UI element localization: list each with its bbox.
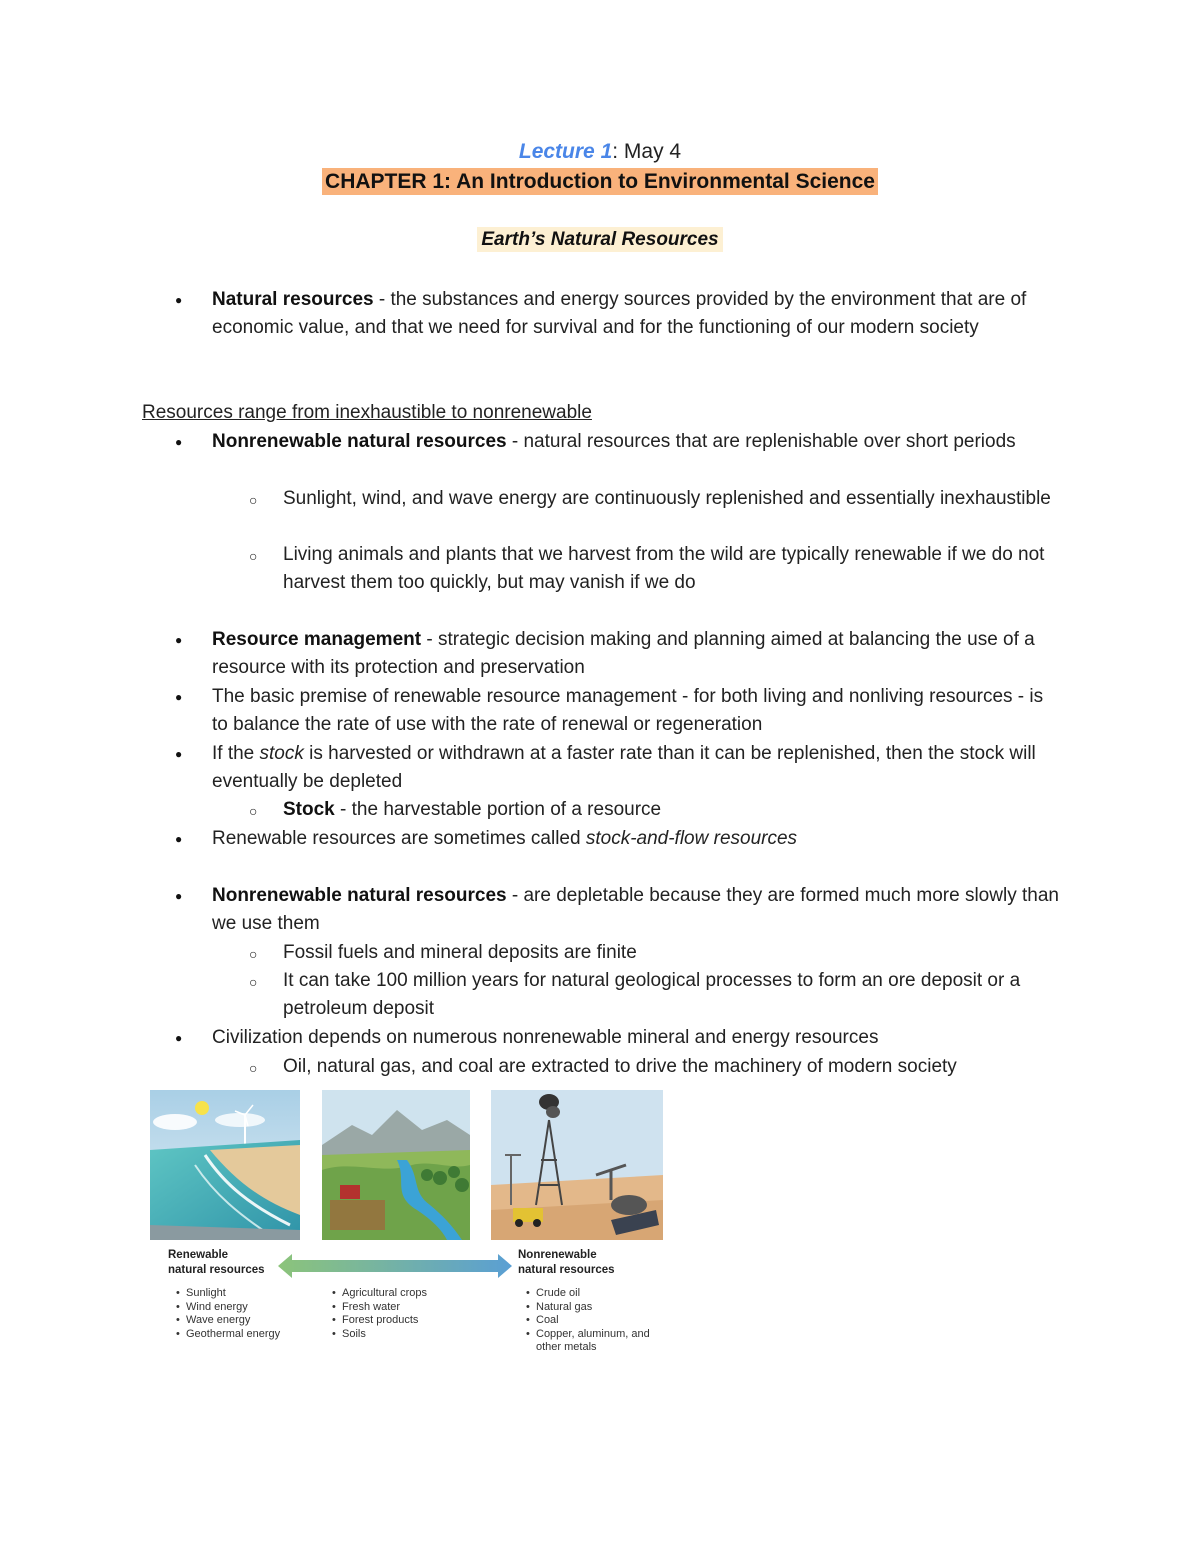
sub-bullet-stock xyxy=(283,796,1063,824)
section-title: Earth’s Natural Resources xyxy=(477,227,722,252)
sub-bullet-living-animals: ○ Living animals and plants that we harvest from the wild are typically renewable if we do not harvest them too quickly, but may vanish if we do xyxy=(283,541,1063,598)
term-stock: Stock xyxy=(283,799,335,820)
bullet-natural-resources xyxy=(212,286,1062,343)
list-item: • Agricultural crops xyxy=(330,1287,427,1301)
list-item: • Copper, aluminum, and xyxy=(524,1328,650,1342)
section-heading-line xyxy=(0,229,1200,251)
term-stock-and-flow: stock-and-flow resources xyxy=(585,828,798,849)
nonrenewable-heading-line1: Nonrenewable xyxy=(518,1249,597,1261)
list-item: • Sunlight xyxy=(174,1287,280,1301)
term-nonrenewable-1: Nonrenewable natural resources xyxy=(212,431,507,452)
list-item: • Soils xyxy=(330,1328,427,1342)
oil-mining-illustration xyxy=(491,1090,663,1240)
range-heading: Resources range from inexhaustible to nonrenewable xyxy=(142,402,592,423)
term-resource-management: Resource management xyxy=(212,629,422,650)
nonrenewable-heading xyxy=(518,1248,615,1278)
list-item: • Fresh water xyxy=(330,1301,427,1315)
definition-natural-resources: - the substances and energy sources provided by the environment that are of economic value, and that we need for survival and for the functioning of our modern society xyxy=(212,289,1027,339)
stock-pre: If the xyxy=(212,743,260,764)
bullet-resource-management xyxy=(212,626,1062,683)
nonrenewable-heading-line2: natural resources xyxy=(518,1264,615,1276)
definition-resource-management: - strategic decision making and planning aimed at balancing the use of a resource with its protection and preservation xyxy=(212,629,1035,679)
sub-bullet-sunlight: ○ Sunlight, wind, and wave energy are continuously replenished and essentially inexhaustible xyxy=(283,485,1063,513)
renewable-energy-list xyxy=(174,1287,280,1341)
farmland-illustration xyxy=(322,1090,470,1240)
chapter-title: CHAPTER 1: An Introduction to Environmental Science xyxy=(322,168,878,195)
bullet-nonrenewable-2 xyxy=(212,882,1062,939)
renewable-living-list xyxy=(330,1287,427,1341)
renewable-heading xyxy=(168,1248,265,1278)
chapter-title-line xyxy=(0,170,1200,194)
list-item: • Wave energy xyxy=(174,1314,280,1328)
bullet-stock-and-flow xyxy=(212,825,1062,853)
renewable-heading-line1: Renewable xyxy=(168,1249,229,1261)
double-arrow-icon xyxy=(278,1253,512,1279)
list-item: • Forest products xyxy=(330,1314,427,1328)
sub-bullet-fossil-fuels: ○ Fossil fuels and mineral deposits are finite xyxy=(283,939,1063,967)
renewable-heading-line2: natural resources xyxy=(168,1264,265,1276)
definition-stock: - the harvestable portion of a resource xyxy=(334,799,662,820)
term-nonrenewable-2: Nonrenewable natural resources xyxy=(212,885,507,906)
lecture-date: : May 4 xyxy=(612,140,682,163)
bullet-nonrenewable-1 xyxy=(212,428,1062,456)
renewable-energy-illustration xyxy=(150,1090,300,1240)
list-item: • Geothermal energy xyxy=(174,1328,280,1342)
list-item-continuation: other metals xyxy=(536,1341,597,1353)
nonrenewable-list xyxy=(524,1287,650,1355)
lecture-label: Lecture 1 xyxy=(518,140,613,163)
list-item: • Natural gas xyxy=(524,1301,650,1315)
term-natural-resources: Natural resources xyxy=(212,289,374,310)
farm-scene-icon xyxy=(322,1090,470,1240)
stock-word: stock xyxy=(259,743,304,764)
lecture-line xyxy=(0,140,1200,164)
definition-nonrenewable-1: - natural resources that are replenishable over short periods xyxy=(506,431,1016,452)
oil-scene-icon xyxy=(491,1090,663,1240)
stock-post: is harvested or withdrawn at a faster rate than it can be replenished, then the stock will eventually be depleted xyxy=(212,743,1036,793)
list-item: • Crude oil xyxy=(524,1287,650,1301)
sub-bullet-100-million-years: ○ It can take 100 million years for natural geological processes to form an ore deposit or a petroleum deposit xyxy=(283,967,1063,1024)
bullet-basic-premise: ● The basic premise of renewable resource management - for both living and nonliving resources - is to balance the rate of use with the rate of renewal or regeneration xyxy=(212,683,1062,740)
stock-and-flow-pre: Renewable resources are sometimes called xyxy=(212,828,586,849)
list-item: • Coal xyxy=(524,1314,650,1328)
sub-bullet-oil-gas-coal: ○ Oil, natural gas, and coal are extracted to drive the machinery of modern society xyxy=(283,1053,1063,1081)
bullet-civilization: ● Civilization depends on numerous nonrenewable mineral and energy resources xyxy=(212,1024,1062,1052)
definition-nonrenewable-2: - are depletable because they are formed much more slowly than we use them xyxy=(212,885,1059,935)
resources-figure xyxy=(148,1090,668,1360)
coast-scene-icon xyxy=(150,1090,300,1240)
list-item: • Wind energy xyxy=(174,1301,280,1315)
bullet-stock-harvested xyxy=(212,740,1062,797)
